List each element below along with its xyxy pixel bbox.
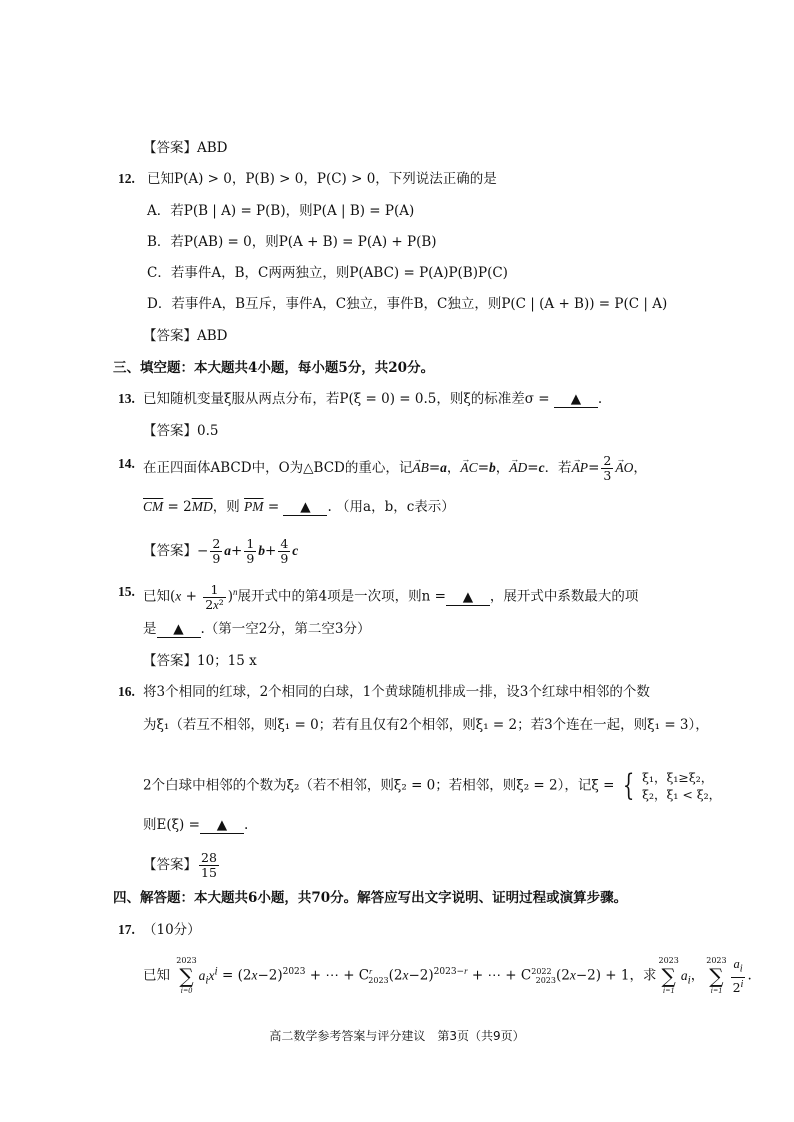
question-16-line-3: 2个白球中相邻的个数为ξ₂（若不相邻，则ξ₂ = 0；若相邻，则ξ₂ = 2），记ξ = { ξ₁，ξ₁≥ξ₂， ξ₂，ξ₁ < ξ₂， — [143, 768, 722, 803]
question-12-number: 12. — [118, 171, 135, 186]
answer-blank: ▲ — [157, 621, 201, 638]
question-14-stem-line-2: $\overline{CM} = 2\overline{MD}$，则 $\overline{PM}$ = ▲ . （用a，b，c表示） — [143, 499, 455, 515]
cases-block: ξ₁，ξ₁≥ξ₂， ξ₂，ξ₁ < ξ₂， — [642, 770, 722, 802]
cases-brace: { — [622, 768, 634, 803]
question-16-line-1: 将3个相同的红球，2个相同的白球，1个黄球随机排成一排，设3个红球中相邻的个数 — [143, 684, 650, 700]
question-17-number: 17. — [118, 922, 135, 937]
question-14-number: 14. — [118, 456, 135, 471]
question-15-number: 15. — [118, 584, 135, 599]
question-13-stem: 已知随机变量ξ服从两点分布，若P(ξ = 0) = 0.5，则ξ的标准差σ = ▲ . — [143, 391, 603, 407]
answer-12: 【答案】ABD — [143, 328, 228, 344]
page-footer: 高二数学参考答案与评分建议 第3页（共9页） — [269, 1029, 525, 1043]
answer-13: 【答案】0.5 — [143, 423, 219, 439]
question-17-stem: 已知 2023 ∑ i=0 $a_ix^i = (2x-2)^{2023}$ + ⋯ + $C^r_{2023}(2x-2)^{2023-r}$ + ⋯ + $C^{2022}_{2023}(2x-2) + 1$，求 2023 ∑ i=1 $a_i$， 2023 ∑ i=1 $\frac{a_i}{2^i}$ . — [143, 956, 752, 995]
section-3-heading: 三、填空题：本大题共4小题，每小题5分，共20分。 — [113, 360, 435, 376]
question-12-option-c: C．若事件A，B，C两两独立，则P(ABC) = P(A)P(B)P(C) — [147, 265, 508, 281]
answer-15: 【答案】10；15 x — [143, 653, 257, 669]
question-17-points: （10分） — [143, 922, 201, 938]
question-14-stem-line-1: 在正四面体ABCD中，O为△BCD的重心，记→ AB=a，→ AC=b，→ AD=c．若→ AP= $\frac{2}{3}$ → AO， — [143, 454, 647, 483]
answer-blank: ▲ — [200, 817, 244, 834]
question-15-stem: 已知(x + $\frac{1}{\text{2x²}}$ )$^n$展开式中的第4项是一次项，则n = ▲ ，展开式中系数最大的项 — [143, 581, 639, 612]
section-4-heading: 四、解答题：本大题共6小题，共70分。解答应写出文字说明、证明过程或演算步骤。 — [113, 890, 628, 906]
question-15-line-2: 是 ▲ .（第一空2分，第二空3分） — [143, 621, 371, 637]
question-16-number: 16. — [118, 684, 135, 699]
answer-blank: ▲ — [554, 391, 598, 408]
answer-11: 【答案】ABD — [143, 140, 228, 156]
question-13-number: 13. — [118, 391, 135, 406]
question-12-option-b: B．若P(AB) = 0，则P(A + B) = P(A) + P(B) — [147, 234, 437, 250]
question-16-line-4: 则E(ξ) = ▲ . — [143, 817, 249, 833]
question-12-option-a: A．若P(B | A) = P(B)，则P(A | B) = P(A) — [147, 203, 415, 219]
answer-blank: ▲ — [446, 589, 490, 606]
answer-14: 【答案】− $\frac{2}{9}$ a+ $\frac{1}{9}$ b+ $\frac{4}{9}$ c — [143, 536, 299, 566]
answer-16: 【答案】 $\frac{28}{15}$ — [143, 850, 217, 880]
question-12-option-d: D．若事件A，B互斥，事件A，C独立，事件B，C独立，则P(C | (A + B)) = P(C | A) — [147, 296, 668, 312]
question-16-line-2: 为ξ₁（若互不相邻，则ξ₁ = 0；若有且仅有2个相邻，则ξ₁ = 2；若3个连在一起，则ξ₁ = 3）， — [143, 717, 709, 733]
question-12-stem: 已知P(A) > 0，P(B) > 0，P(C) > 0，下列说法正确的是 — [147, 171, 497, 187]
answer-blank: ▲ — [283, 499, 327, 516]
